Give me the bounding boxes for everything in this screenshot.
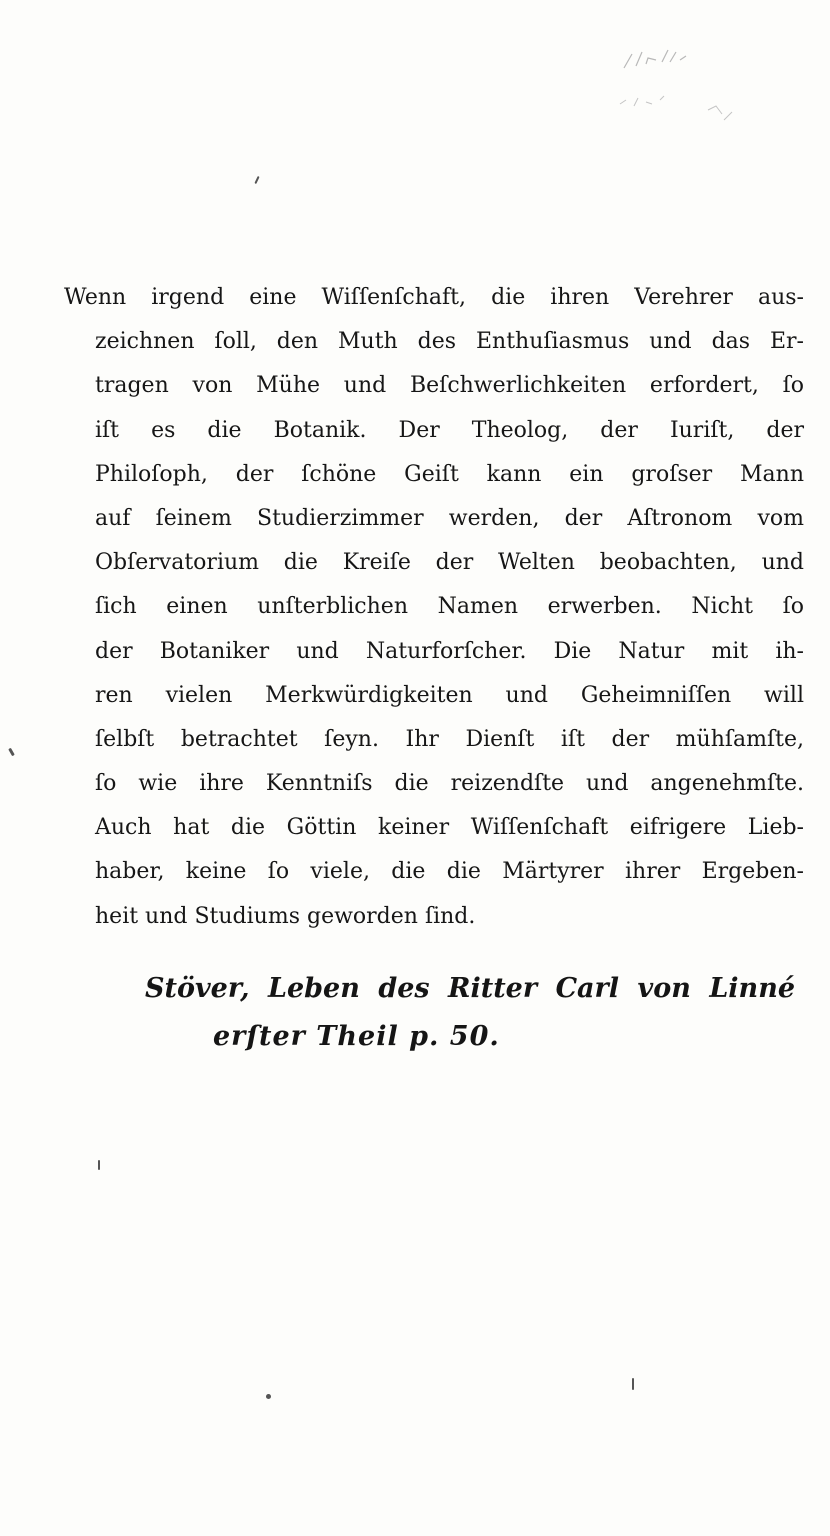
citation-volume-page: erſter Theil p. 50. [213,1021,500,1052]
ink-speck [8,748,15,756]
quotation-paragraph [64,276,804,939]
text-line: auf ſeinem Studierzimmer werden, der Aſtronom vom [95,505,804,531]
text-line: haber, keine ſo viele, die die Märtyrer ihrer Ergeben- [95,859,804,885]
source-citation [145,965,795,1061]
text-line: tragen von Mühe und Beſchwerlichkeiten erfordert, ſo [95,373,804,399]
citation-author-title: Stöver, Leben des Ritter Carl von Linné [145,973,795,1004]
ink-speck [632,1378,634,1390]
ink-speck [254,176,259,184]
text-line: Wenn irgend eine Wiſſenſchaft, die ihren Verehrer aus- [64,285,804,310]
text-line: ren vielen Merkwürdigkeiten und Geheimniſſen will [95,682,804,708]
ink-speck [98,1160,100,1170]
ink-speck [266,1394,271,1399]
library-stamp-mark [612,40,752,130]
text-line: Philoſoph, der ſchöne Geiſt kann ein groſser Mann [95,461,804,487]
text-line: der Botaniker und Naturforſcher. Die Natur mit ih- [95,638,804,664]
text-line: heit und Studiums geworden ſind. [95,903,476,929]
text-line: Auch hat die Göttin keiner Wiſſenſchaft eifrigere Lieb- [95,815,804,841]
text-line: zeichnen ſoll, den Muth des Enthuſiasmus und das Er- [95,329,804,355]
text-line: ſelbſt betrachtet ſeyn. Ihr Dienſt iſt der mühſamſte, [95,726,804,752]
text-line: ſo wie ihre Kenntniſs die reizendſte und angenehmſte. [95,771,804,797]
text-line: iſt es die Botanik. Der Theolog, der Iuriſt, der [95,417,804,443]
text-line: ſich einen unſterblichen Namen erwerben. Nicht ſo [95,594,804,620]
text-line: Obſervatorium die Kreiſe der Welten beobachten, und [95,550,804,576]
